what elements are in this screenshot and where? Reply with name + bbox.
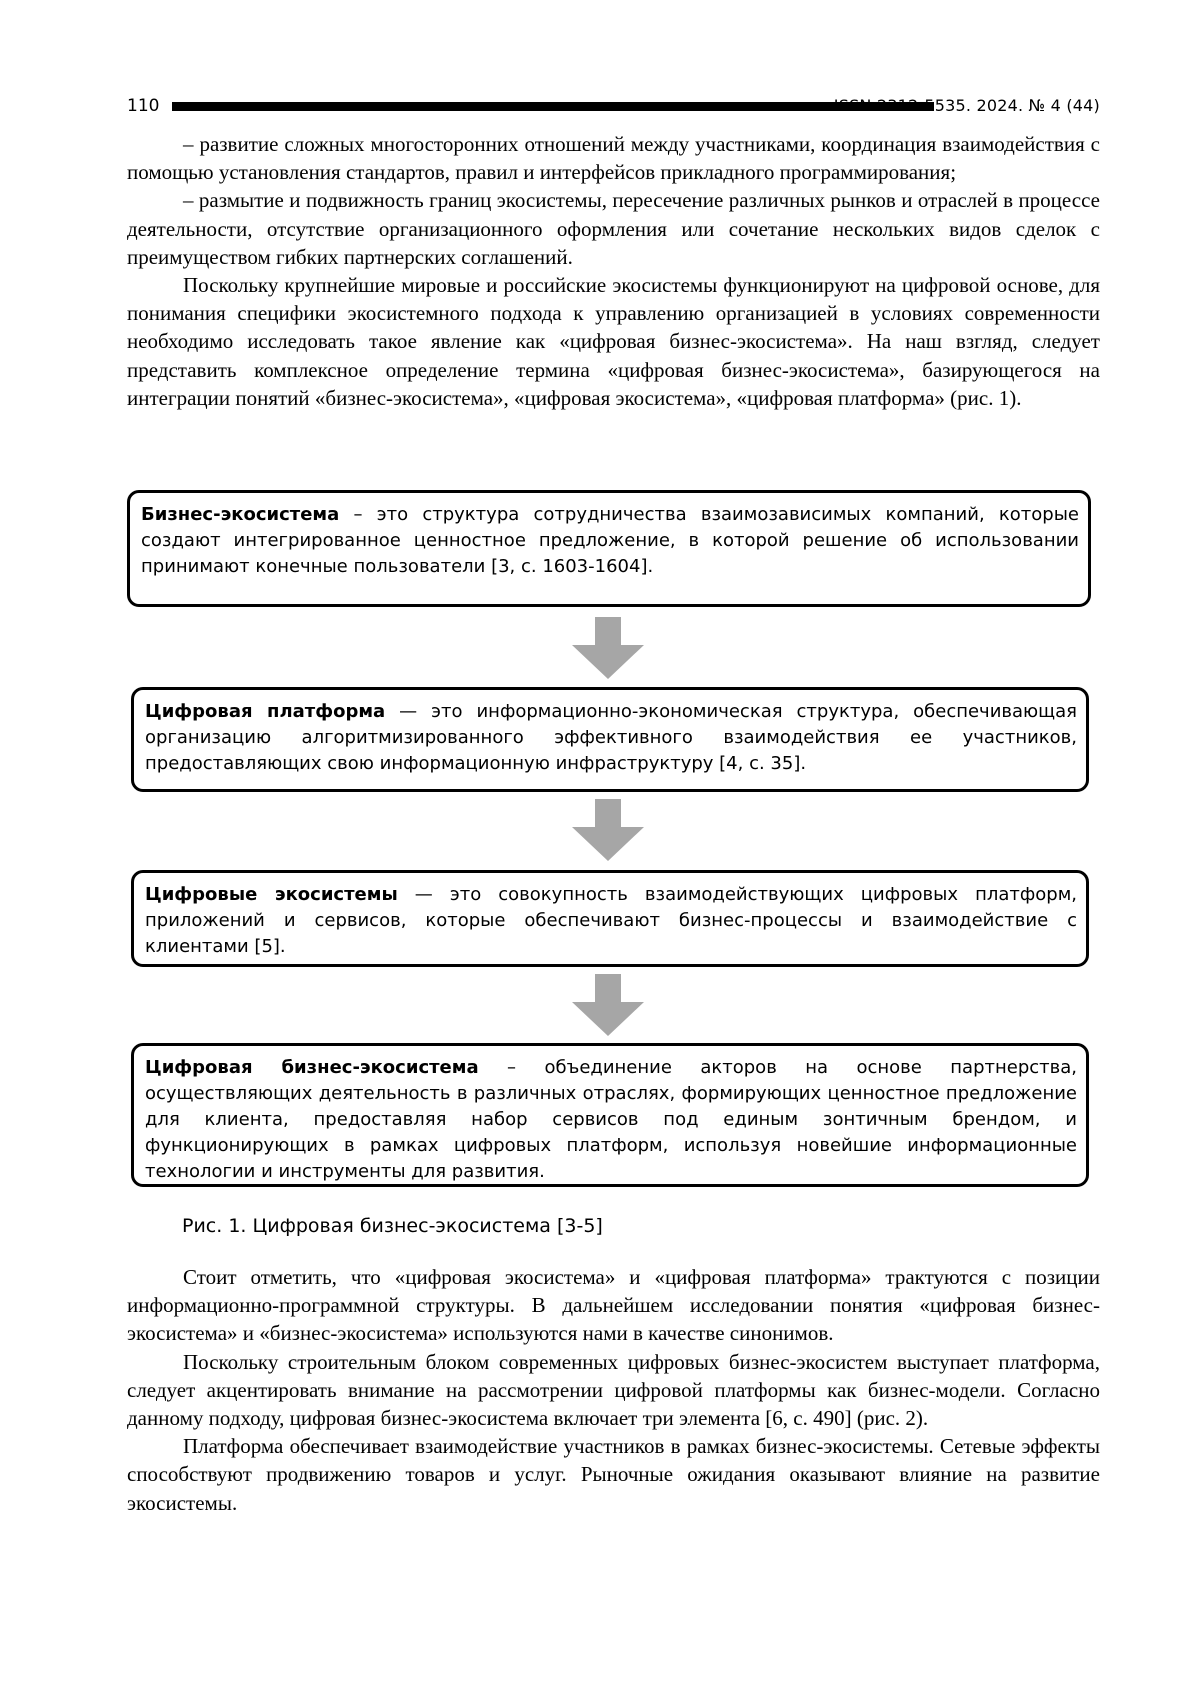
paragraph: – развитие сложных многосторонних отношений между участниками, координация взаимодействия с помощью установления стандартов, правил и интерфейсов прикладного программирования; [127, 132, 1100, 185]
definition-box-digital-ecosystems [131, 870, 1089, 967]
definition-term: Цифровые экосистемы [145, 884, 398, 905]
figure-caption: Рис. 1. Цифровая бизнес-экосистема [3-5] [182, 1215, 603, 1237]
journal-issn: ISSN 2312-5535. 2024. № 4 (44) [833, 96, 1100, 115]
definition-text: — это информационно-экономическая структура, обеспечивающая организацию алгоритмизированного эффективного взаимодействия ее участников, предоставляющих свою информационную инфраструктуру [4, с. 35]. [145, 701, 1077, 774]
definition-box-digital-business-ecosystem [131, 1043, 1089, 1187]
definition-term: Цифровая бизнес-экосистема [145, 1057, 479, 1078]
header-rule [172, 102, 934, 111]
down-arrow-icon [572, 617, 644, 679]
arrow-shape [572, 974, 644, 1036]
definition-text: – это структура сотрудничества взаимозависимых компаний, которые создают интегрированное ценностное предложение, в которой решение об использовании принимают конечные пользователи [3, с. 1603-1604]. [141, 504, 1079, 577]
definition-box-digital-platform [131, 687, 1089, 792]
paragraph: Поскольку строительным блоком современных цифровых бизнес-экосистем выступает платформа, следует акцентировать внимание на рассмотрении цифровой платформы как бизнес-модели. Согласно данному подходу, цифровая бизнес-экосистема включает три элемента [6, с. 490] (рис. 2). [127, 1349, 1100, 1431]
arrow-shape [572, 799, 644, 861]
paragraph: Платформа обеспечивает взаимодействие участников в рамках бизнес-экосистемы. Сетевые эффекты способствуют продвижению товаров и услуг. Рыночные ожидания оказывают влияние на развитие экосистемы. [127, 1434, 1100, 1515]
body-text-top [127, 130, 1100, 412]
page-header [127, 94, 1100, 118]
definition-text: – объединение акторов на основе партнерства, осуществляющих деятельность в различных отраслях, формирующих ценностное предложение для клиента, предоставляя набор сервисов под единым зонтичным брендом, и функционирующих в рамках цифровых платформ, используя новейшие информационные технологии и инструменты для развития. [145, 1057, 1077, 1182]
paragraph: – размытие и подвижность границ экосистемы, пересечение различных рынков и отраслей в процессе деятельности, отсутствие организационного оформления или сочетание нескольких видов сделок с преимуществом гибких партнерских соглашений. [127, 188, 1100, 269]
definition-term: Цифровая платформа [145, 701, 386, 722]
paragraph: Поскольку крупнейшие мировые и российские экосистемы функционируют на цифровой основе, для понимания специфики экосистемного подхода к управлению организацией в условиях современности необходимо исследовать такое явление как «цифровая бизнес-экосистема». На наш взгляд, следует представить комплексное определение термина «цифровая бизнес-экосистема», базирующегося на интеграции понятий «бизнес-экосистема», «цифровая экосистема», «цифровая платформа» (рис. 1). [127, 273, 1100, 410]
page-number: 110 [127, 96, 160, 116]
arrow-shape [572, 617, 644, 679]
definition-text: — это совокупность взаимодействующих цифровых платформ, приложений и сервисов, которые обеспечивают бизнес-процессы и взаимодействие с клиентами [5]. [145, 884, 1077, 957]
definition-term: Бизнес-экосистема [141, 504, 340, 525]
paragraph: Стоит отметить, что «цифровая экосистема» и «цифровая платформа» трактуются с позиции информационно-программной структуры. В дальнейшем исследовании понятия «цифровая бизнес-экосистема» и «бизнес-экосистема» используются нами в качестве синонимов. [127, 1265, 1100, 1346]
body-text-bottom [127, 1263, 1100, 1517]
definition-box-business-ecosystem [127, 490, 1091, 607]
down-arrow-icon [572, 799, 644, 861]
down-arrow-icon [572, 974, 644, 1036]
